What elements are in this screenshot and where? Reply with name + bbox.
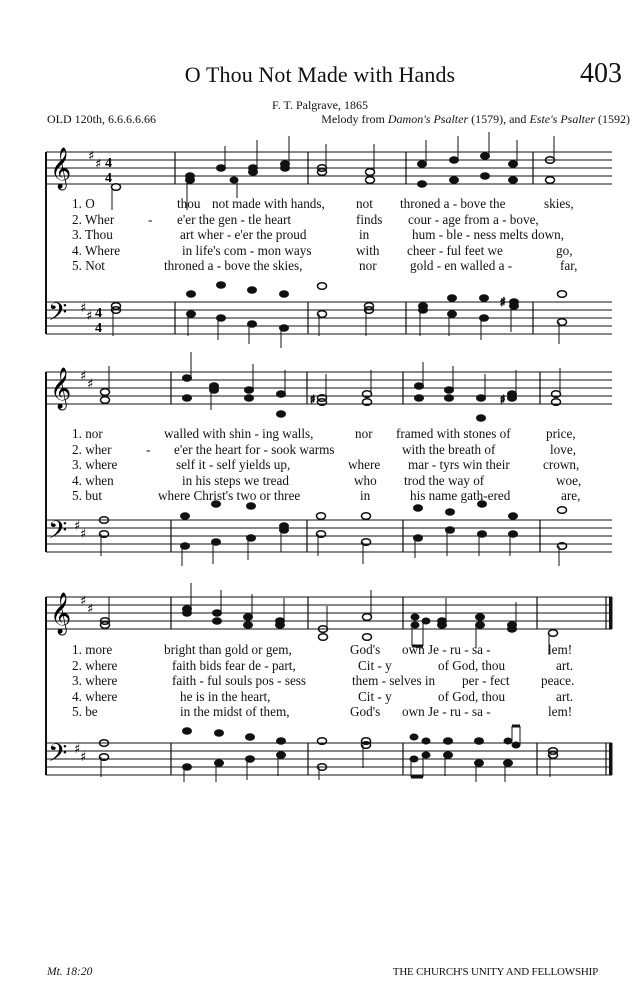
svg-text:♯: ♯ (87, 377, 94, 392)
system-2 (46, 352, 612, 566)
svg-text:4: 4 (105, 171, 112, 186)
svg-text:♯: ♯ (80, 750, 87, 765)
treble-clef-icon: 𝄞 (50, 368, 72, 409)
bass-clef-icon: 𝄢 (48, 739, 68, 774)
treble-clef-icon: 𝄞 (50, 593, 72, 634)
melody-source-2: Este's Psalter (529, 112, 595, 126)
svg-text:♯: ♯ (500, 295, 506, 309)
svg-text:♯: ♯ (88, 149, 95, 164)
svg-text:♯: ♯ (310, 393, 316, 406)
svg-text:♯: ♯ (95, 157, 102, 172)
svg-text:♯: ♯ (87, 602, 94, 617)
tune-name-meter: OLD 120th, 6.6.6.6.66 (47, 112, 156, 126)
svg-text:4: 4 (95, 321, 102, 336)
svg-text:♯: ♯ (80, 301, 87, 316)
svg-text:4: 4 (95, 306, 102, 321)
scripture-reference: Mt. 18:20 (47, 966, 93, 978)
svg-text:♯: ♯ (80, 594, 87, 609)
svg-text:♯: ♯ (80, 527, 87, 542)
bass-clef-icon: 𝄢 (48, 516, 68, 551)
melody-mid: (1579), and (468, 112, 530, 126)
bass-clef-icon: 𝄢 (48, 298, 68, 333)
system-3 (46, 583, 613, 782)
treble-clef-icon: 𝄞 (50, 148, 72, 189)
svg-text:4: 4 (105, 156, 112, 171)
hymn-author: F. T. Palgrave, 1865 (272, 98, 368, 112)
section-heading: THE CHURCH'S UNITY AND FELLOWSHIP (392, 966, 598, 978)
svg-text:♯: ♯ (80, 369, 87, 384)
melody-source-1: Damon's Psalter (387, 112, 469, 126)
svg-text:♯: ♯ (86, 309, 93, 324)
melody-suffix: (1592) (595, 112, 630, 126)
melody-prefix: Melody from (321, 112, 388, 126)
svg-text:♯: ♯ (500, 393, 506, 406)
hymn-title: O Thou Not Made with Hands (184, 62, 456, 87)
svg-text:♯: ♯ (74, 742, 81, 757)
hymn-number: 403 (580, 58, 622, 89)
svg-text:♯: ♯ (74, 519, 81, 534)
